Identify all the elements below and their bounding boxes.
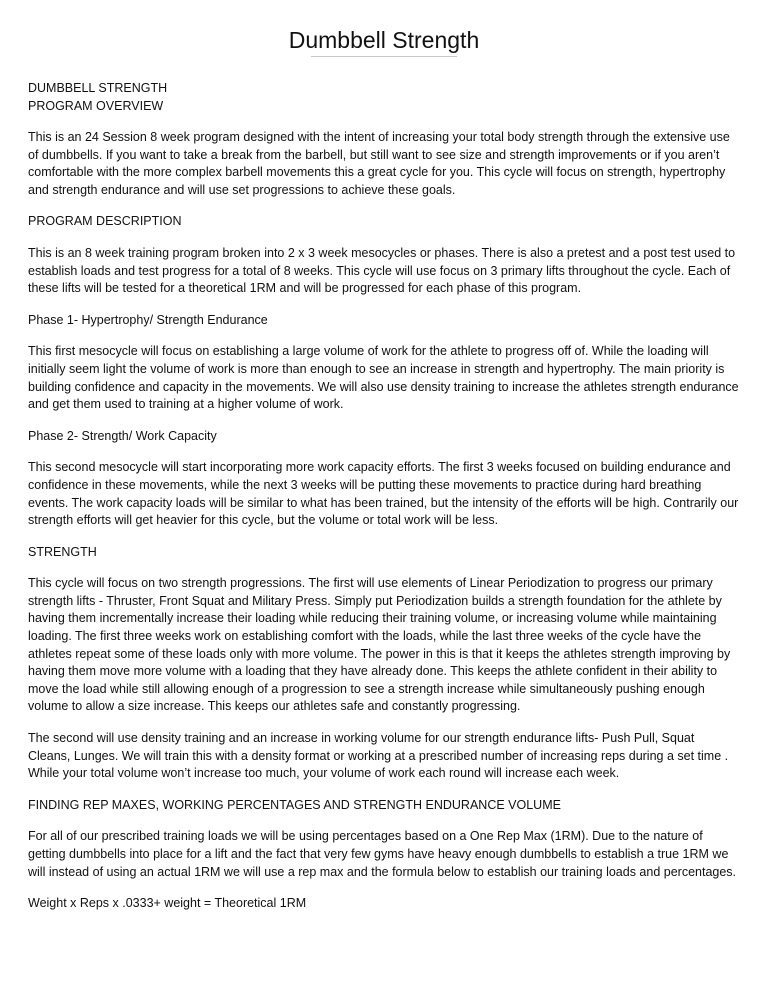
phase1-paragraph: This first mesocycle will focus on establishing a large volume of work for the athlete to progress off of. While the loading will initially seem light the volume of work is more than enough to see an increase in strength and hypertrophy. The main priority is building confidence and capacity in the movements. We will also use density training to increase the athletes strength endurance and get them used to training at a higher volume of work. — [28, 344, 739, 412]
title-underline — [311, 56, 457, 57]
description-paragraph: This is an 8 week training program broken into 2 x 3 week mesocycles or phases. There is also a pretest and a post test used to establish loads and test progress for a total of 8 weeks. This cycle will use focus on 3 primary lifts throughout the cycle. Each of these lifts will be tested for a theoretical 1RM and will be progressed for each phase of this program. — [28, 245, 736, 296]
page-title: Dumbbell Strength — [288, 27, 480, 53]
formula-text: Weight x Reps x .0333+ weight = Theoretical 1RM — [28, 896, 307, 911]
strength-paragraph-1: This cycle will focus on two strength progressions. The first will use elements of Linear Periodization to progress our primary strength lifts - Thruster, Front Squat and Military Press. Simply put Periodization builds a strength foundation for the athlete by having them incrementally increase their loading while reducing their training volume, or increasing volume while maintaining loading. The first three weeks work on establishing comfort with the loads, while the last three weeks of the cycle have the athletes repeat some of these loads only with more volume. The power in this is that it keeps the athletes strength improving by having them move more volume with a loading that they have already done. This keeps the athlete confident in their ability to move the load while still allowing enough of a progression to see a strength increase while simultaneously pushing enough volume to allow a size increase. This keeps our athletes safe and constantly progressing. — [28, 576, 731, 714]
overview-heading-1: DUMBBELL STRENGTH — [28, 81, 168, 95]
description-heading: PROGRAM DESCRIPTION — [28, 214, 182, 229]
overview-paragraph: This is an 24 Session 8 week program designed with the intent of increasing your total body strength through the extensive use of dumbbells. If you want to take a break from the barbell, but still want to see size and strength improvements or if you aren’t comfortable with the more complex barbell movements this a great cycle for you. This cycle will focus on strength, hypertrophy and strength endurance and will use set progressions to achieve these goals. — [28, 130, 730, 197]
phase2-paragraph: This second mesocycle will start incorporating more work capacity efforts. The first 3 weeks focused on building endurance and confidence in these movements, while the next 3 weeks will be putting these movements to practice during hard breathing events. The work capacity loads will be similar to what has been trained, but the intensity of the efforts will be high. Contrarily our strength efforts will get heavier for this cycle, but the volume or total work will be less. — [28, 460, 739, 528]
phase2-heading: Phase 2- Strength/ Work Capacity — [28, 428, 217, 443]
strength-heading: STRENGTH — [28, 544, 97, 559]
overview-heading-2: PROGRAM OVERVIEW — [28, 99, 164, 113]
phase1-heading: Phase 1- Hypertrophy/ Strength Endurance — [28, 312, 268, 327]
maxes-heading: FINDING REP MAXES, WORKING PERCENTAGES AND STRENGTH ENDURANCE VOLUME — [28, 797, 561, 812]
title-area — [28, 26, 740, 57]
maxes-paragraph: For all of our prescribed training loads we will be using percentages based on a One Rep Max (1RM). Due to the nature of getting dumbbells into place for a lift and the fact that very few gyms have heavy enough dumbbells to establish a true 1RM we will instead of using an actual 1RM we will use a rep max and the formula below to establish our training loads and percentages. — [28, 829, 737, 879]
strength-paragraph-2: The second will use density training and an increase in working volume for our strength endurance lifts- Push Pull, Squat Cleans, Lunges. We will train this with a density format or working at a prescribed number of increasing reps during a set time . While your total volume won’t increase too much, your volume of work each round will increase each week. — [28, 731, 729, 781]
